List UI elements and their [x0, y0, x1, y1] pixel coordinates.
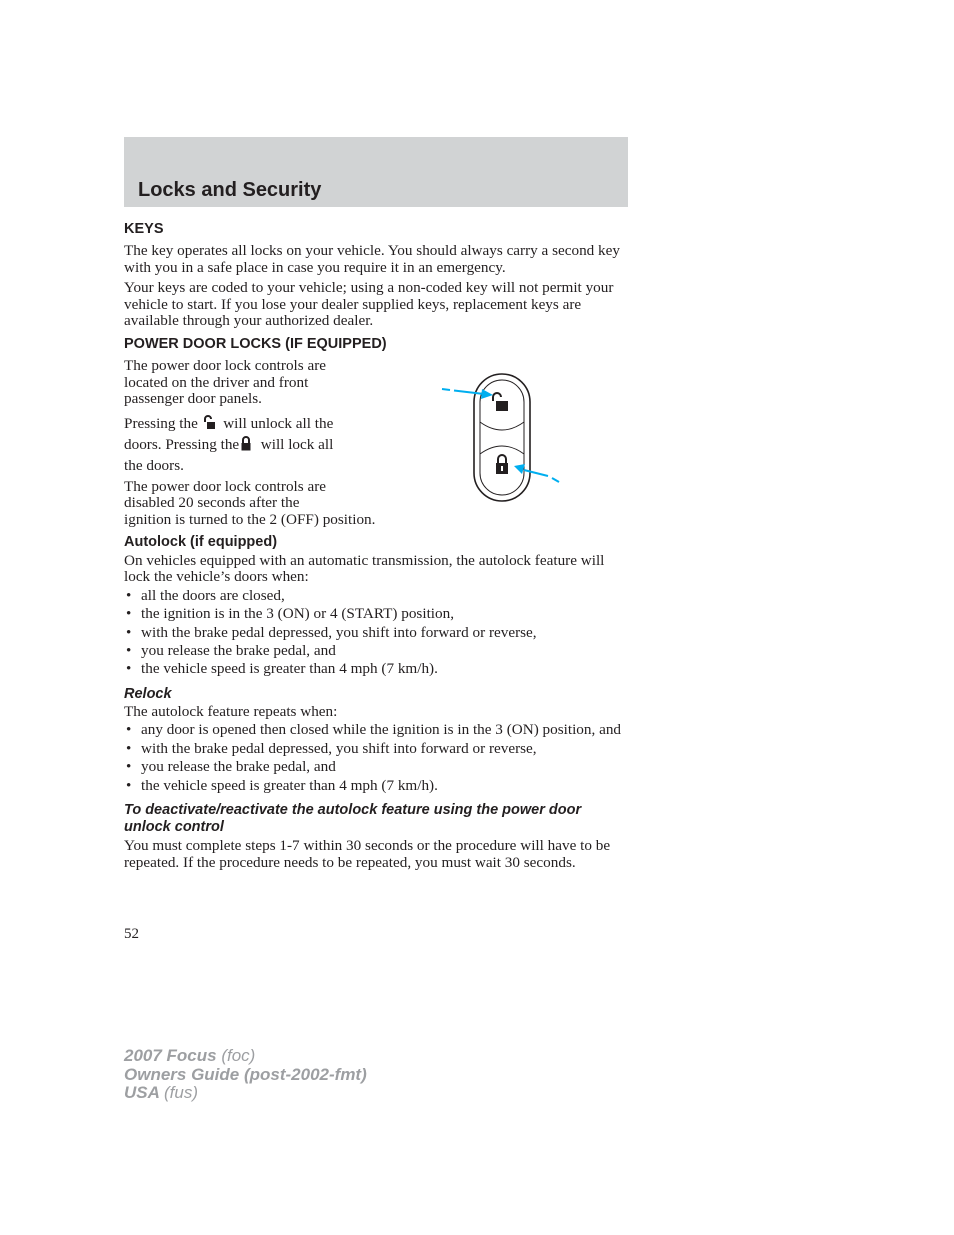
section-title: Locks and Security [138, 179, 322, 201]
list-item: • the ignition is in the 3 (ON) or 4 (START) position, [124, 606, 628, 623]
section-header-band [124, 137, 628, 207]
page-number: 52 [124, 926, 139, 942]
unlock-icon [202, 415, 216, 435]
list-item: • you release the brake pedal, and [124, 759, 628, 776]
list-item: • the vehicle speed is greater than 4 mph (7 km/h). [124, 778, 628, 795]
document-footer [124, 1047, 367, 1103]
autolock-list [124, 588, 628, 678]
autolock-heading: Autolock (if equipped) [124, 533, 278, 550]
footer-line-2: Owners Guide (post-2002-fmt) [124, 1064, 367, 1084]
relock-list [124, 722, 628, 794]
deactivate-text: You must complete steps 1-7 within 30 seconds or the procedure will have to be repeated. If the procedure needs to be repeated, you must wait 30 seconds. [124, 837, 611, 871]
list-item: • you release the brake pedal, and [124, 643, 628, 660]
power-locks-paragraph-3: The power door lock controls are disabled 20 seconds after the ignition is turned to the 2 (OFF) position. [124, 477, 376, 528]
relock-intro: The autolock feature repeats when: [124, 702, 338, 720]
page-content [124, 220, 628, 871]
list-item: • any door is opened then closed while the ignition is in the 3 (ON) position, and [124, 722, 621, 739]
list-item: • the vehicle speed is greater than 4 mph (7 km/h). [124, 661, 628, 678]
relock-heading: Relock [124, 685, 172, 702]
footer-line-3: USA (fus) [124, 1083, 198, 1102]
footer-line-1: 2007 Focus (foc) [124, 1046, 256, 1065]
power-locks-text [124, 358, 424, 529]
power-locks-paragraph-2: Pressing the will unlock all the doors. Pressing the will lock all the doors. [124, 414, 334, 474]
power-locks-paragraph-1: The power door lock controls are located on the driver and front passenger door panels. [124, 356, 327, 408]
autolock-intro: On vehicles equipped with an automatic transmission, the autolock feature will lock the vehicle’s doors when: [124, 551, 605, 586]
deactivate-heading: To deactivate/reactivate the autolock feature using the power door unlock control [124, 802, 582, 836]
list-item: • with the brake pedal depressed, you shift into forward or reverse, [124, 741, 628, 758]
keys-paragraph-1: The key operates all locks on your vehicle. You should always carry a second key with you in a safe place in case you require it in an emergency. [124, 242, 620, 276]
keys-paragraph-2: Your keys are coded to your vehicle; using a non-coded key will not permit your vehicle to start. If you lose your dealer supplied keys, replacement keys are available through your authorized dealer. [124, 279, 614, 330]
list-item: • all the doors are closed, [124, 588, 628, 605]
lock-icon [239, 436, 253, 456]
door-lock-switch-illustration [436, 372, 566, 504]
list-item: • with the brake pedal depressed, you shift into forward or reverse, [124, 625, 628, 642]
keys-heading: KEYS [124, 221, 164, 237]
power-locks-heading: POWER DOOR LOCKS (IF EQUIPPED) [124, 335, 387, 352]
